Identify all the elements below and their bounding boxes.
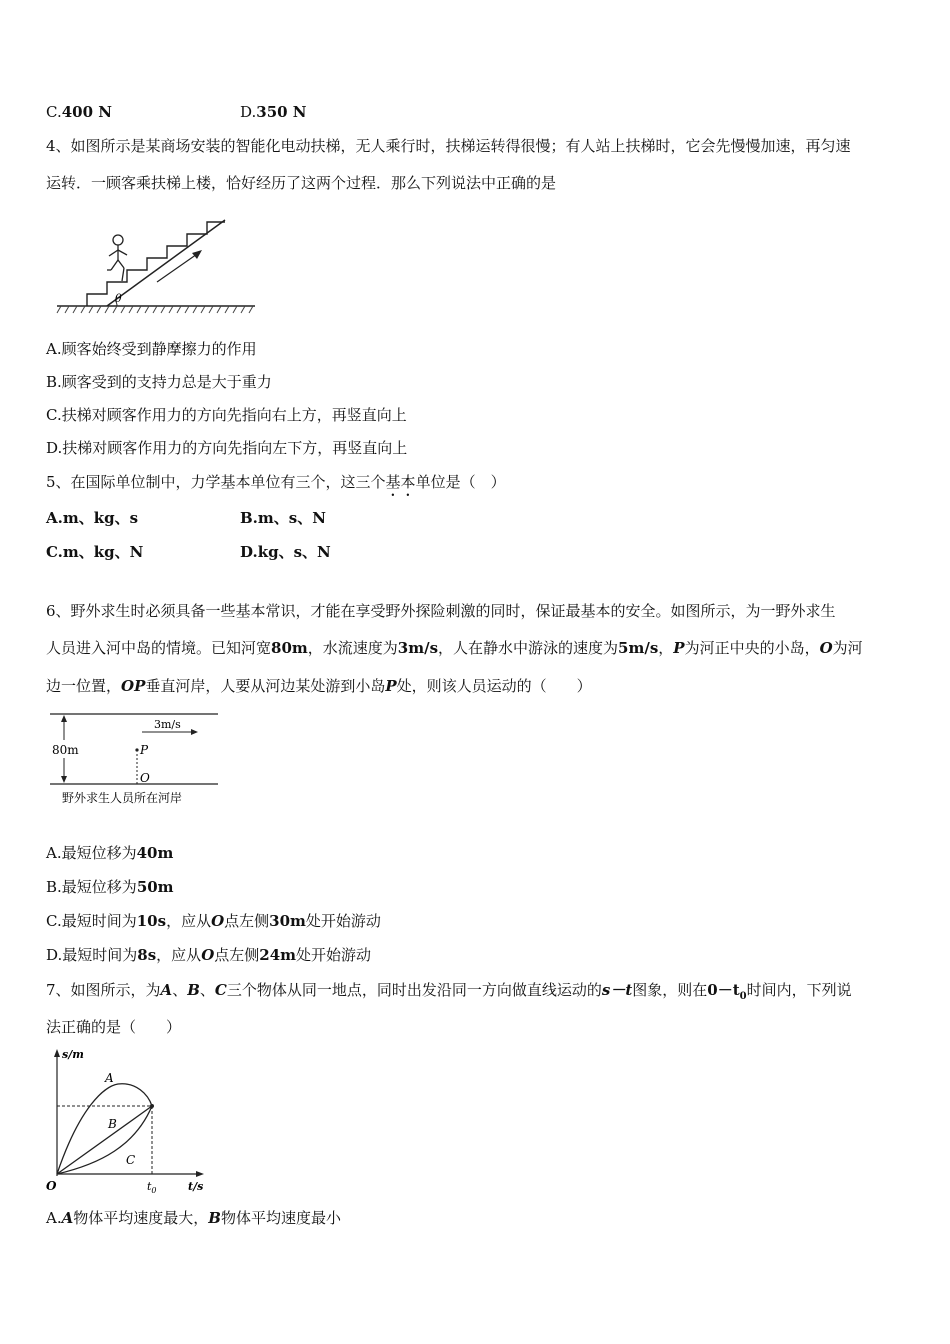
q7-text: 图象，则在 — [632, 981, 708, 999]
option-text: ，应从 — [156, 946, 202, 964]
q7-option-a — [46, 1208, 341, 1228]
q6-option-c — [46, 911, 381, 931]
angle-label: θ — [115, 292, 122, 305]
q3-option-c — [46, 102, 112, 122]
q6-segment-op: OP — [121, 677, 146, 695]
q6-stem-line3 — [46, 676, 592, 696]
q4-option-a: A.顾客始终受到静摩擦力的作用 — [46, 340, 257, 358]
q4-option-b: B.顾客受到的支持力总是大于重力 — [46, 373, 272, 391]
curve-c-label: C — [126, 1153, 136, 1167]
island-label: P — [140, 743, 149, 757]
option-text: 最短位移为 — [61, 878, 137, 896]
q5-stem-prefix: 5、在国际单位制中，力学基本单位有三个，这三个 — [46, 473, 386, 491]
q6-point-o: O — [819, 639, 833, 657]
q7-text: 、 — [172, 981, 188, 999]
q6-text: 处，则该人员运动的（ ） — [396, 677, 592, 695]
arrowhead-icon — [192, 250, 202, 259]
option-value: 30m — [269, 912, 306, 930]
escalator-figure — [55, 212, 260, 324]
q6-text: 垂直河岸，人要从河边某处游到小岛 — [145, 677, 386, 695]
q7-object-b: B — [187, 981, 200, 999]
option-text: ，应从 — [166, 912, 212, 930]
current-speed-label: 3m/s — [154, 718, 181, 731]
island-point — [135, 748, 138, 751]
q6-text: 边一位置， — [46, 677, 122, 695]
person-icon — [107, 235, 127, 281]
q6-text: 人员进入河中岛的情境。已知河宽 — [46, 639, 272, 657]
q5-option-d: D.kg、s、N — [240, 543, 331, 561]
river-figure — [46, 708, 226, 808]
origin-label: O — [140, 771, 150, 785]
x-axis-label: t/s — [188, 1180, 204, 1193]
option-object-a: A — [61, 1209, 74, 1227]
option-object-b: B — [208, 1209, 221, 1227]
q7-text: 7、如图所示，为 — [46, 981, 161, 999]
q7-interval-sub: 0 — [739, 991, 747, 1002]
q5-stem-emphasis: 基本 — [385, 473, 416, 491]
q7-object-c: C — [214, 981, 227, 999]
option-text: 最短位移为 — [61, 844, 137, 862]
y-arrowhead-icon — [54, 1049, 60, 1057]
option-letter: A. — [46, 1209, 62, 1227]
q5-option-b: B.m、s、N — [240, 509, 326, 527]
option-letter: C. — [46, 912, 62, 930]
option-text: 点左侧 — [224, 912, 270, 930]
q7-text: 三个物体从同一地点，同时出发沿同一方向做直线运动的 — [226, 981, 602, 999]
option-text: 物体平均速度最大， — [73, 1209, 209, 1227]
q7-text: 、 — [199, 981, 215, 999]
q3-option-d-value: 350 N — [256, 103, 307, 121]
q7-interval: 0－t — [707, 981, 740, 999]
curve-a — [57, 1084, 152, 1174]
option-value: 40m — [136, 844, 174, 862]
option-letter: B. — [46, 878, 62, 896]
q6-current-speed: 3m/s — [397, 639, 439, 657]
option-point-o: O — [211, 912, 225, 930]
q6-swim-speed: 5m/s — [618, 639, 659, 657]
option-letter: D. — [46, 946, 63, 964]
q5-option-a: A.m、kg、s — [46, 509, 139, 527]
q5-stem — [46, 472, 506, 500]
q4-stem-line2: 运转．一顾客乘扶梯上楼，恰好经历了这两个过程．那么下列说法中正确的是 — [46, 174, 557, 192]
option-text: 处开始游动 — [305, 912, 381, 930]
q6-river-width: 80m — [271, 639, 308, 657]
river-caption: 野外求生人员所在河岸 — [62, 791, 183, 805]
q6-option-b — [46, 877, 174, 897]
motion-arrow — [157, 252, 200, 282]
curve-a-label: A — [105, 1071, 114, 1085]
arrowhead-down-icon — [61, 776, 67, 783]
option-value: 24m — [259, 946, 297, 964]
q6-point-p: P — [385, 677, 397, 695]
q3-option-c-letter: C. — [46, 103, 62, 121]
escalator-steps — [87, 222, 225, 306]
q6-text: 为河正中央的小岛， — [684, 639, 820, 657]
t0-subscript: 0 — [151, 1186, 157, 1195]
q6-text: ，水流速度为 — [307, 639, 398, 657]
option-text: 最短时间为 — [61, 912, 137, 930]
y-axis-label: s/m — [62, 1048, 84, 1061]
endpoint-dot — [150, 1104, 154, 1108]
option-text: 点左侧 — [214, 946, 260, 964]
q3-option-d — [240, 102, 307, 122]
q3-option-d-letter: D. — [240, 103, 257, 121]
q4-option-c: C.扶梯对顾客作用力的方向先指向右上方，再竖直向上 — [46, 406, 407, 424]
q4-stem-line1: 4、如图所示是某商场安装的智能化电动扶梯，无人乘行时，扶梯运转得很慢；有人站上扶梯时，它会先慢慢加速，再匀速 — [46, 137, 851, 155]
q6-stem-line2 — [46, 638, 863, 658]
ground-line — [57, 306, 255, 313]
curve-b-label: B — [108, 1117, 117, 1131]
q6-text: ， — [658, 639, 674, 657]
q5-stem-suffix: 单位是（ ） — [415, 473, 506, 491]
option-letter: A. — [46, 844, 62, 862]
st-graph-figure — [40, 1046, 220, 1196]
option-point-o: O — [201, 946, 215, 964]
q7-object-a: A — [160, 981, 173, 999]
q7-text: 时间内，下列说 — [746, 981, 852, 999]
origin-label: O — [46, 1179, 57, 1193]
q6-option-a — [46, 843, 173, 863]
q4-option-d: D.扶梯对顾客作用力的方向先指向左下方，再竖直向上 — [46, 439, 408, 457]
q6-option-d — [46, 945, 371, 965]
q6-text: ，人在静水中游泳的速度为 — [438, 639, 619, 657]
q6-point-p: P — [673, 639, 685, 657]
q7-stem-line2: 法正确的是（ ） — [46, 1018, 182, 1036]
option-text: 处开始游动 — [296, 946, 372, 964]
option-value: 50m — [136, 878, 174, 896]
arrowhead-up-icon — [61, 715, 67, 722]
arrowhead-right-icon — [191, 729, 198, 735]
option-value: 10s — [136, 912, 167, 930]
x-arrowhead-icon — [196, 1171, 204, 1177]
option-value: 8s — [137, 946, 157, 964]
t0-letter: t — [147, 1180, 152, 1193]
option-text: 物体平均速度最小 — [220, 1209, 341, 1227]
q7-graph-type: s－t — [601, 981, 633, 999]
option-text: 最短时间为 — [62, 946, 138, 964]
q6-stem-line1: 6、野外求生时必须具备一些基本常识，才能在享受野外探险刺激的同时，保证最基本的安全。如图所示，为一野外求生 — [46, 602, 836, 620]
q5-option-c: C.m、kg、N — [46, 543, 144, 561]
river-width-label: 80m — [52, 743, 79, 757]
q3-option-c-value: 400 N — [61, 103, 112, 121]
q6-text: 为河 — [832, 639, 863, 657]
q7-stem-line1 — [46, 980, 852, 1007]
line-b — [57, 1106, 152, 1174]
t0-label — [147, 1180, 157, 1195]
